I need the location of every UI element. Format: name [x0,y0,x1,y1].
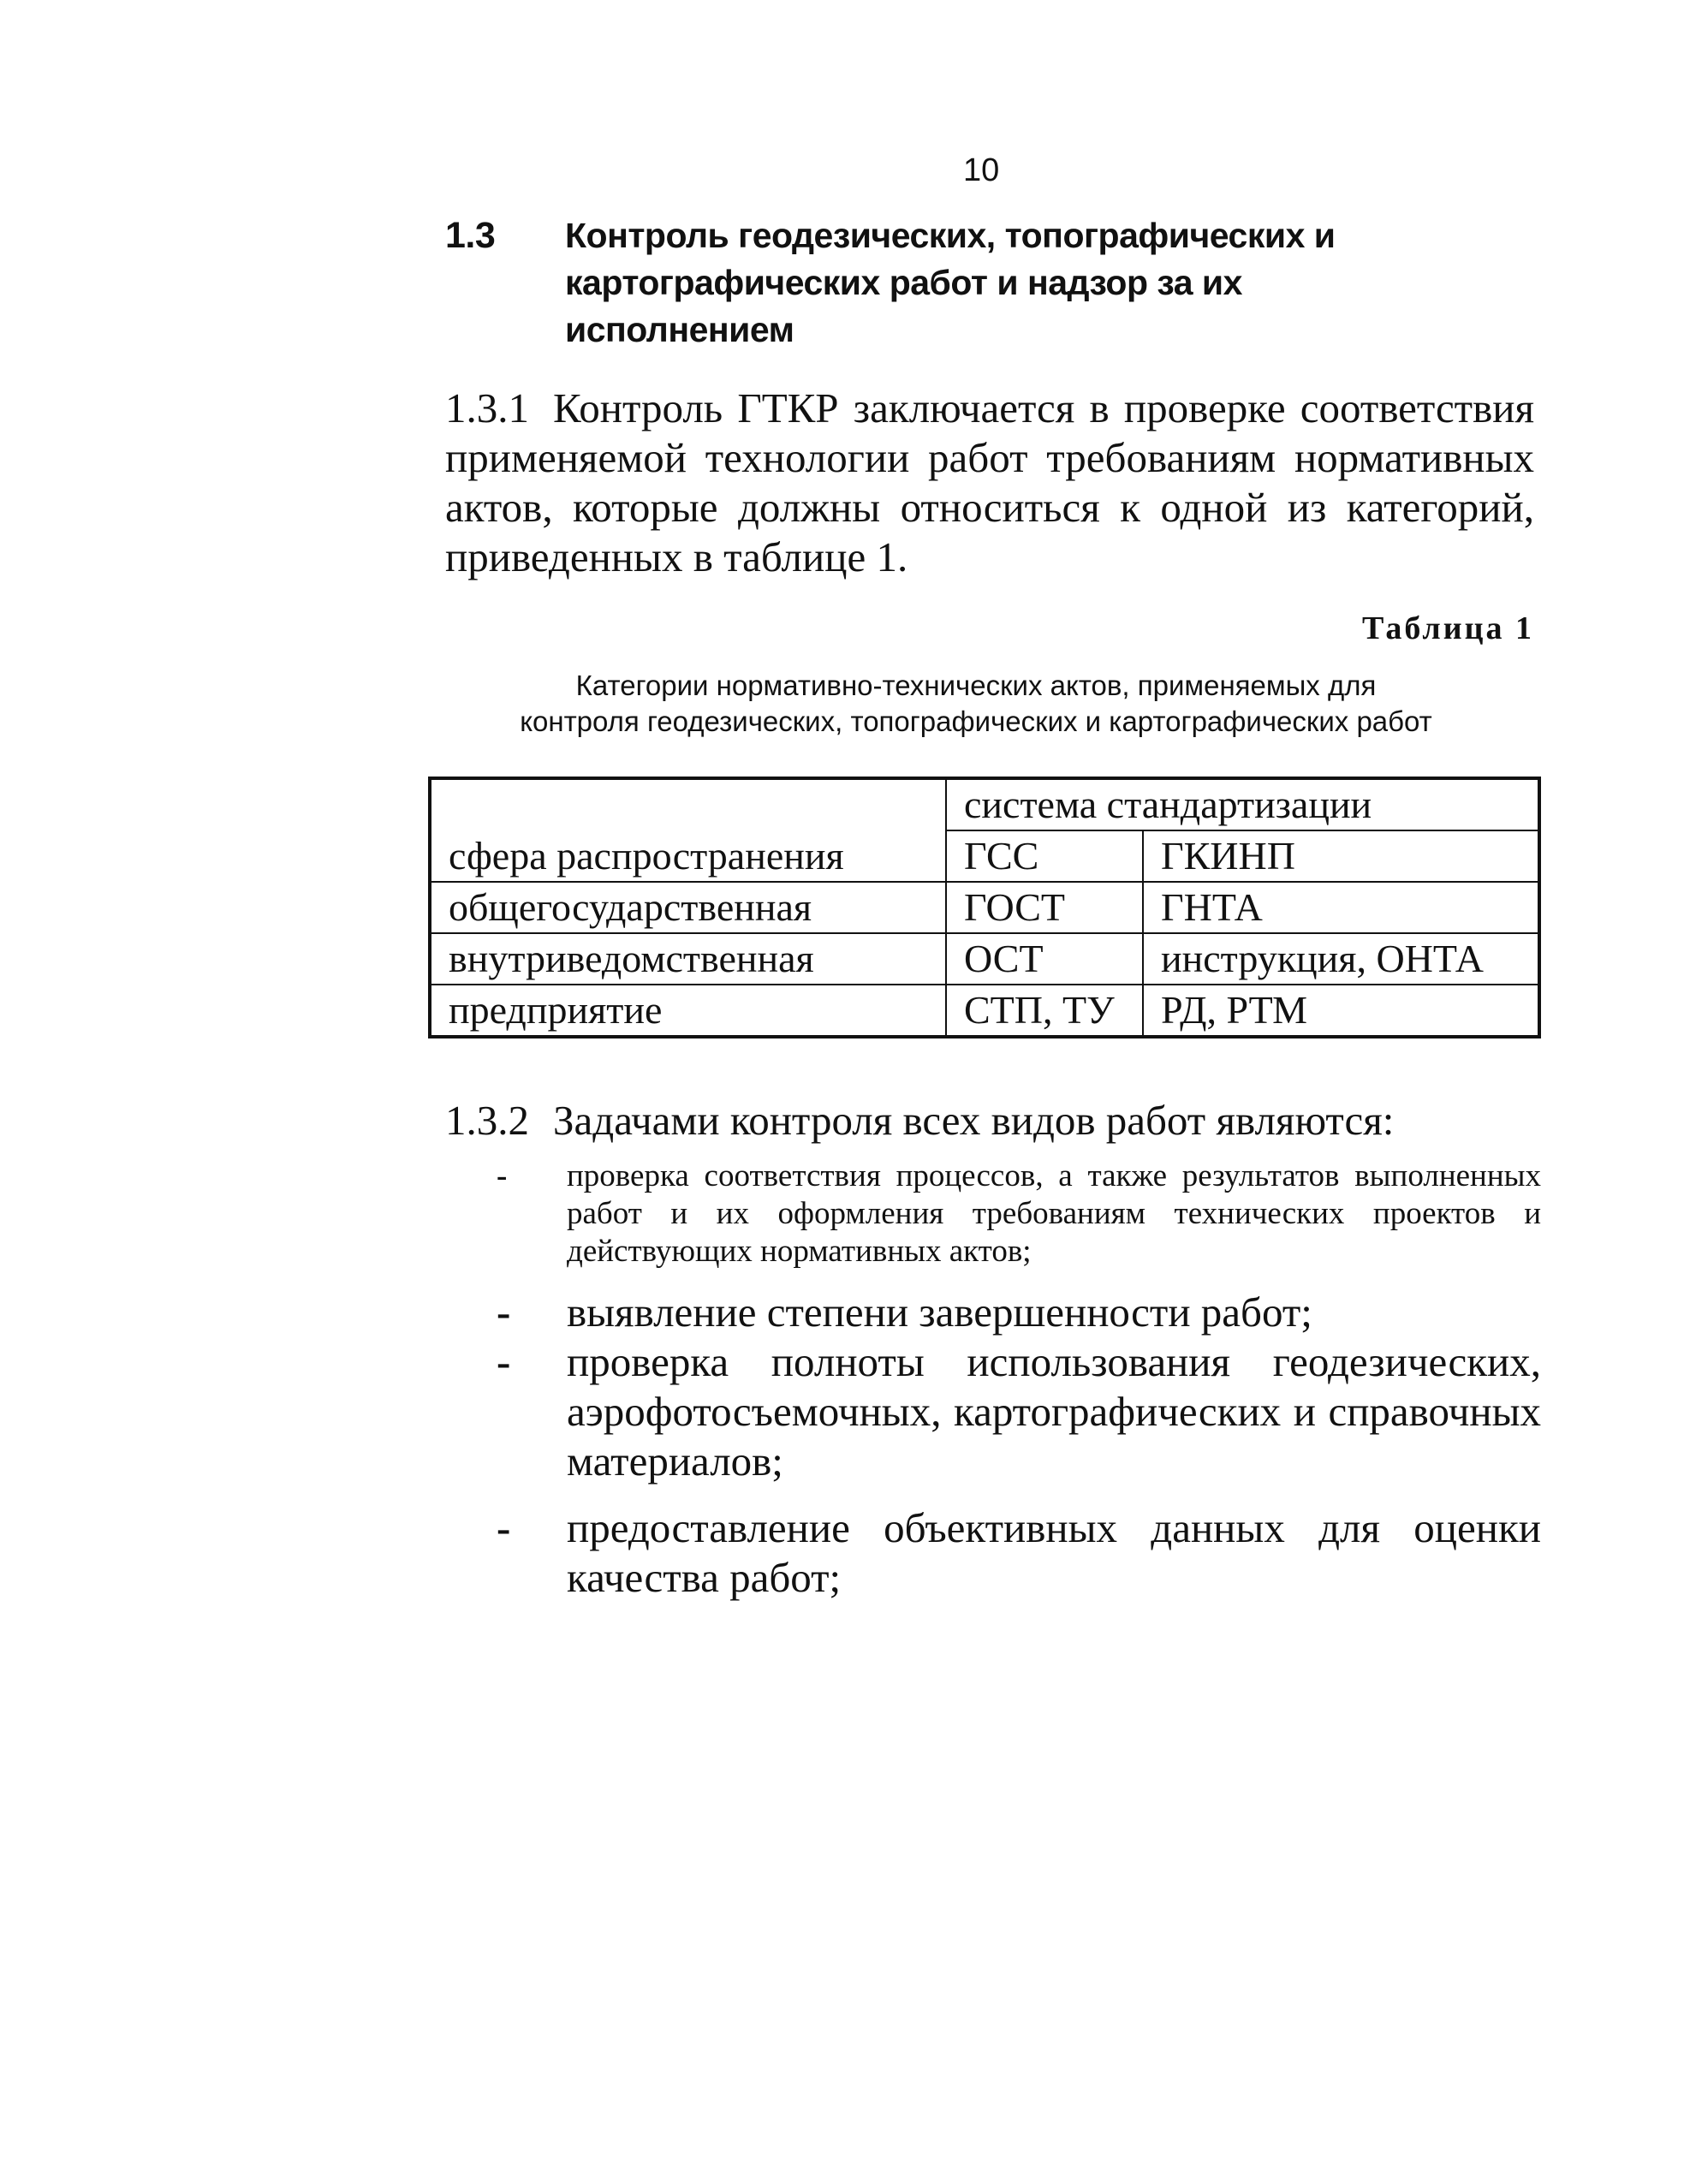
paragraph-text: Задачами контроля всех видов работ являются: [553,1097,1395,1144]
table-row [430,985,1539,1037]
paragraph-number: 1.3.1 [445,384,529,431]
page-number: 10 [963,152,1000,188]
table-cell: общегосударственная [430,882,946,933]
list-item [488,1288,1541,1337]
table-row [430,933,1539,985]
list-item [488,1503,1541,1603]
paragraph-1-3-2 [445,1096,1534,1146]
table-column-header: ГСС [946,830,1143,882]
section-number: 1.3 [445,215,496,256]
list-item [488,1337,1541,1486]
paragraph-text: Контроль ГТКР заключается в проверке соответствия применяемой технологии работ требованиям нормативных актов, которые должны относиться к одной из категорий, приведенных в таблице 1. [445,384,1534,580]
table-header-row [430,830,1539,882]
list-item-text: предоставление объективных данных для оценки качества работ; [567,1504,1541,1601]
dash-bullet: - [497,1504,511,1551]
paragraph-1-3-1 [445,384,1534,582]
table-column-header: ГКИНП [1143,830,1539,882]
section-title: Контроль геодезических, топографических и картографических работ и надзор за их исполнением [565,216,1336,349]
task-list [488,1157,1541,1603]
table-cell: ГОСТ [946,882,1143,933]
dash-bullet: - [497,1338,511,1385]
table-cell: внутриведомственная [430,933,946,985]
table-title: Категории нормативно-технических актов, применяемых для контроля геодезических, топографических и картографических работ [520,669,1432,737]
dash-bullet: - [497,1288,511,1336]
table-cell: инструкция, ОНТА [1143,933,1539,985]
list-item [488,1157,1541,1271]
paragraph-number: 1.3.2 [445,1097,529,1144]
dash-bullet: - [497,1158,508,1193]
table-cell: предприятие [430,985,946,1037]
table-column-header: сфера распространения [430,830,946,882]
list-item-text: проверка полноты использования геодезических, аэрофотосъемочных, картографических и справочных материалов; [567,1338,1541,1485]
list-item-text: проверка соответствия процессов, а также результатов выполненных работ и их оформления требованиям технических проектов и действующих нормативных актов; [567,1158,1541,1269]
table-header-spacer [430,778,946,830]
table-cell: РД, РТМ [1143,985,1539,1037]
table-cell: ГНТА [1143,882,1539,933]
table-caption: Таблица 1 [1361,610,1534,646]
table-cell: ОСТ [946,933,1143,985]
categories-table [428,777,1541,1038]
table-header-row [430,778,1539,830]
table-cell: СТП, ТУ [946,985,1143,1037]
table-group-header: система стандартизации [946,778,1539,830]
table-row [430,882,1539,933]
list-item-text: выявление степени завершенности работ; [567,1288,1312,1336]
